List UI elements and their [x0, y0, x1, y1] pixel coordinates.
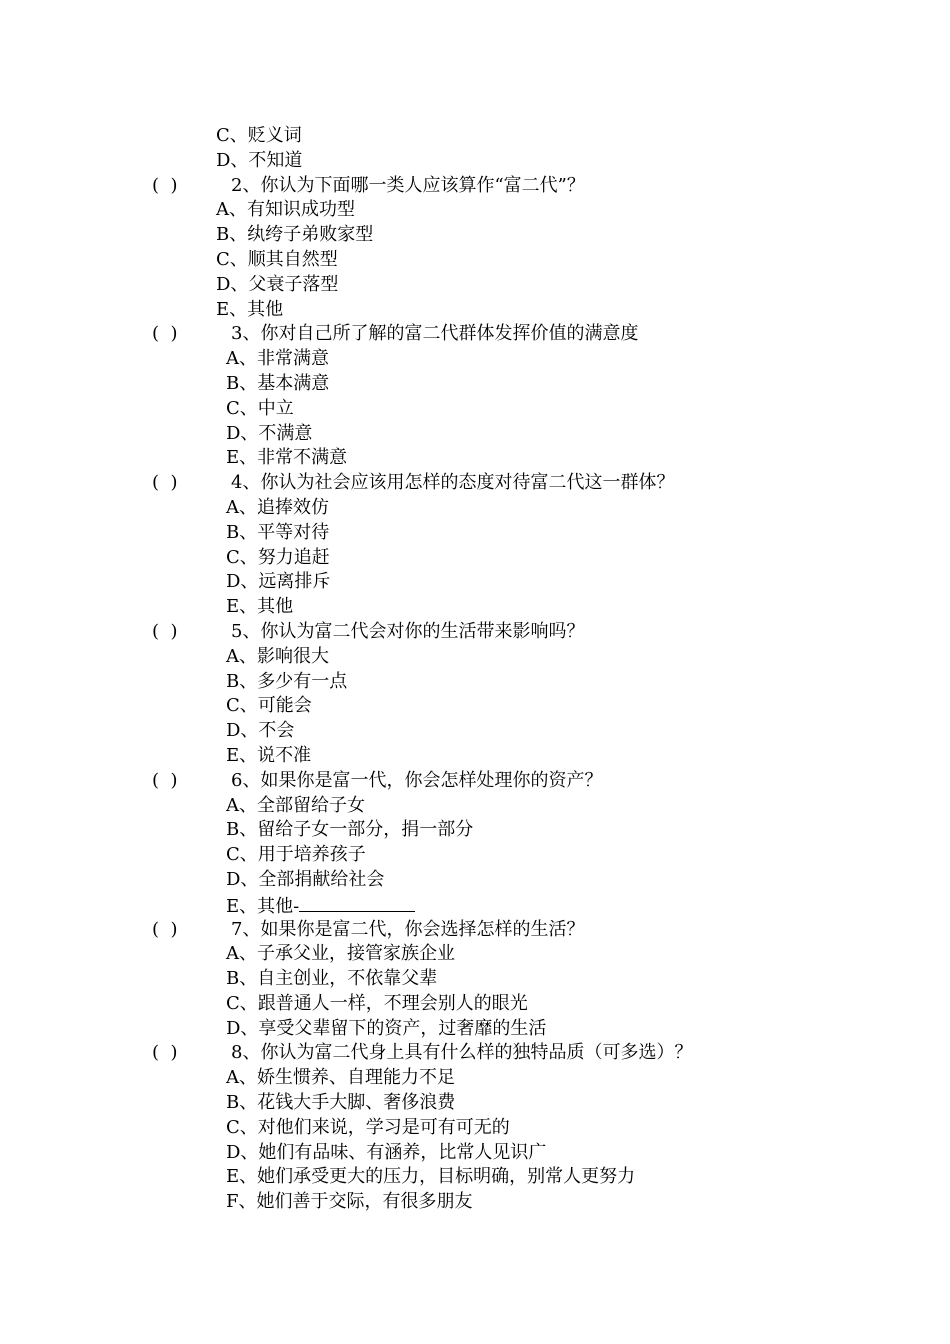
- answer-bracket[interactable]: ( ): [152, 1042, 178, 1064]
- q3-option-c: C、中立: [226, 397, 294, 419]
- q8-option-c: C、对他们来说，学习是可有可无的: [226, 1116, 510, 1138]
- fill-in-blank[interactable]: [299, 893, 415, 912]
- q7-option-c: C、跟普通人一样，不理会别人的眼光: [226, 992, 528, 1014]
- q4-option-d: D、远离排斥: [226, 571, 331, 593]
- q2-option-c: C、顺其自然型: [216, 248, 338, 270]
- q1-option-d: D、不知道: [216, 149, 303, 171]
- question-2: [0, 174, 950, 199]
- q6-option-b: B、留给子女一部分，捐一部分: [226, 819, 474, 841]
- q8-option-f: F、她们善于交际，有很多朋友: [226, 1191, 473, 1213]
- q5-option-a: A、影响很大: [226, 645, 329, 667]
- question-5: [0, 620, 950, 645]
- q2-option-b: B、纨绔子弟败家型: [216, 224, 374, 246]
- answer-bracket[interactable]: ( ): [152, 174, 178, 196]
- q4-option-e: E、其他: [226, 596, 294, 618]
- q3-option-a: A、非常满意: [226, 348, 329, 370]
- q8-option-b: B、花钱大手大脚、奢侈浪费: [226, 1092, 456, 1114]
- q2-option-d: D、父衰子落型: [216, 273, 339, 295]
- q5-option-d: D、不会: [226, 720, 295, 742]
- q3-option-e: E、非常不满意: [226, 447, 348, 469]
- question-3: [0, 322, 950, 347]
- q7-option-d: D、享受父辈留下的资产，过奢靡的生活: [226, 1017, 547, 1039]
- q6-option-e: [0, 893, 950, 918]
- q1-option-c: C、贬义词: [216, 125, 302, 146]
- q7-option-b: B、自主创业，不依靠父辈: [226, 968, 438, 990]
- q8-option-a: A、娇生惯养、自理能力不足: [226, 1067, 455, 1089]
- question-8: [0, 1041, 950, 1066]
- q6-option-a: A、全部留给子女: [226, 794, 365, 816]
- q3-option-d: D、不满意: [226, 422, 313, 444]
- q5-option-b: B、多少有一点: [226, 670, 348, 692]
- q6-option-c: C、用于培养孩子: [226, 844, 366, 866]
- q5-option-e: E、说不准: [226, 744, 312, 766]
- question-text: 6、如果你是富一代，你会怎样处理你的资产？: [231, 769, 603, 791]
- q7-option-a: A、子承父业，接管家族企业: [226, 943, 455, 965]
- answer-bracket[interactable]: ( ): [152, 769, 178, 791]
- questionnaire-page: [0, 124, 950, 1215]
- question-text: 5、你认为富二代会对你的生活带来影响吗？: [231, 620, 585, 642]
- question-4: [0, 471, 950, 496]
- q6-option-e-label: E、其他-: [226, 895, 300, 917]
- question-text: 8、你认为富二代身上具有什么样的独特品质（可多选）？: [231, 1042, 693, 1064]
- answer-bracket[interactable]: ( ): [152, 918, 178, 940]
- q4-option-c: C、努力追赶: [226, 546, 330, 568]
- question-text: 7、如果你是富二代，你会选择怎样的生活？: [231, 918, 585, 940]
- answer-bracket[interactable]: ( ): [152, 620, 178, 642]
- q8-option-e: E、她们承受更大的压力，目标明确，别常人更努力: [226, 1166, 636, 1188]
- answer-bracket[interactable]: ( ): [152, 323, 178, 345]
- question-text: 3、你对自己所了解的富二代群体发挥价值的满意度: [231, 323, 639, 345]
- question-text: 4、你认为社会应该用怎样的态度对待富二代这一群体？: [231, 472, 675, 494]
- q6-option-d: D、全部捐献给社会: [226, 868, 385, 890]
- q2-option-e: E、其他: [216, 298, 284, 320]
- answer-bracket[interactable]: ( ): [152, 472, 178, 494]
- question-7: [0, 918, 950, 943]
- question-text: 2、你认为下面哪一类人应该算作“富二代”？: [231, 174, 585, 196]
- q2-option-a: A、有知识成功型: [216, 199, 355, 221]
- question-6: [0, 769, 950, 794]
- q4-option-b: B、平等对待: [226, 521, 330, 543]
- q4-option-a: A、追捧效仿: [226, 496, 329, 518]
- q8-option-d: D、她们有品味、有涵养，比常人见识广: [226, 1141, 547, 1163]
- q3-option-b: B、基本满意: [226, 372, 330, 394]
- q5-option-c: C、可能会: [226, 695, 312, 717]
